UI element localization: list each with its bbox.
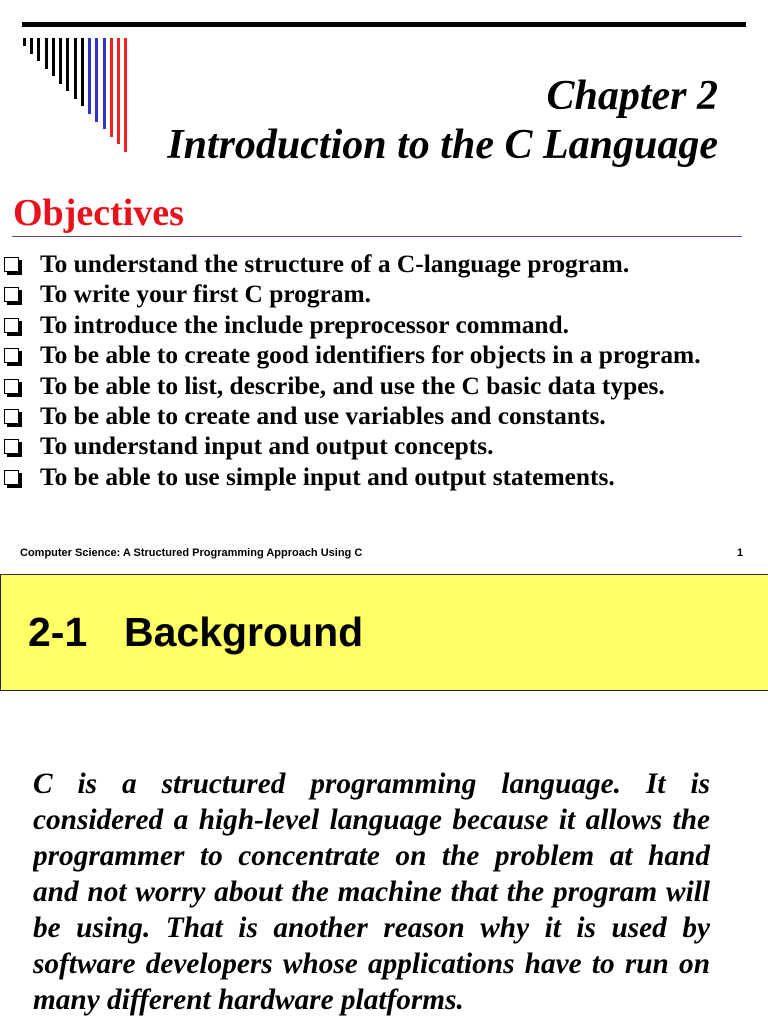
decorative-bar <box>81 38 84 106</box>
paragraph-line: many different hardware platforms. <box>33 984 464 1016</box>
top-rule <box>22 22 746 27</box>
checkbox-icon <box>4 348 19 363</box>
checkbox-icon <box>4 379 19 394</box>
section-title: Background <box>124 609 364 655</box>
chapter-label: Chapter 2 <box>546 73 718 119</box>
checkbox-icon <box>4 439 19 454</box>
decorative-bar <box>88 38 91 114</box>
checkbox-icon <box>4 318 19 333</box>
paragraph-line: and not worry about the machine that the program will <box>33 876 710 908</box>
decorative-bar <box>74 38 77 99</box>
decorative-bar <box>110 38 113 137</box>
objective-text: To write your first C program. <box>40 280 371 309</box>
objective-item <box>0 431 760 461</box>
checkbox-icon <box>4 409 19 424</box>
decorative-bar <box>52 38 55 76</box>
chapter-title: Introduction to the C Language <box>167 122 718 168</box>
checkbox-icon <box>4 470 19 485</box>
paragraph-line: software developers whose applications have to run on <box>33 948 710 980</box>
objective-item <box>0 249 760 279</box>
paragraph-line: programmer to concentrate on the problem at hand <box>33 840 710 872</box>
decorative-bar <box>95 38 98 122</box>
objective-text: To introduce the include preprocessor command. <box>40 310 569 339</box>
objectives-list <box>0 249 760 492</box>
objective-text: To be able to use simple input and output statements. <box>40 462 615 491</box>
decorative-bar <box>66 38 69 91</box>
objective-text: To understand the structure of a C-language program. <box>40 250 630 278</box>
objective-text: To be able to list, describe, and use the C basic data types. <box>40 371 665 400</box>
paragraph-line: C is a structured programming language. It is <box>33 768 710 800</box>
objective-item <box>0 401 760 431</box>
page-number: 1 <box>737 547 744 559</box>
decorative-bar <box>30 38 33 54</box>
objective-item <box>0 462 760 492</box>
decorative-bar <box>23 38 26 46</box>
decorative-bar <box>103 38 106 129</box>
objective-item <box>0 310 760 340</box>
objective-text: To be able to create and use variables and constants. <box>40 401 606 430</box>
footer-course-title: Computer Science: A Structured Programming Approach Using C <box>20 547 363 559</box>
paragraph-line: considered a high-level language because it allows the <box>33 804 710 836</box>
paragraph-line: be using. That is another reason why it is used by <box>33 912 710 944</box>
decorative-bar <box>124 38 127 152</box>
section-number: 2-1 <box>28 609 88 655</box>
decorative-bar <box>117 38 120 144</box>
body-paragraph <box>33 766 710 1018</box>
objectives-rule <box>12 236 742 237</box>
objectives-heading: Objectives <box>13 192 184 234</box>
decorative-bar <box>37 38 40 61</box>
objective-text: To be able to create good identifiers for objects in a program. <box>40 341 701 370</box>
checkbox-icon <box>4 257 19 272</box>
objective-item <box>0 340 760 370</box>
section-banner <box>0 574 768 691</box>
objective-text: To understand input and output concepts. <box>40 432 494 461</box>
objective-item <box>0 279 760 309</box>
decorative-bar <box>59 38 62 84</box>
checkbox-icon <box>4 287 19 302</box>
objective-item <box>0 371 760 401</box>
decorative-bar <box>45 38 48 69</box>
